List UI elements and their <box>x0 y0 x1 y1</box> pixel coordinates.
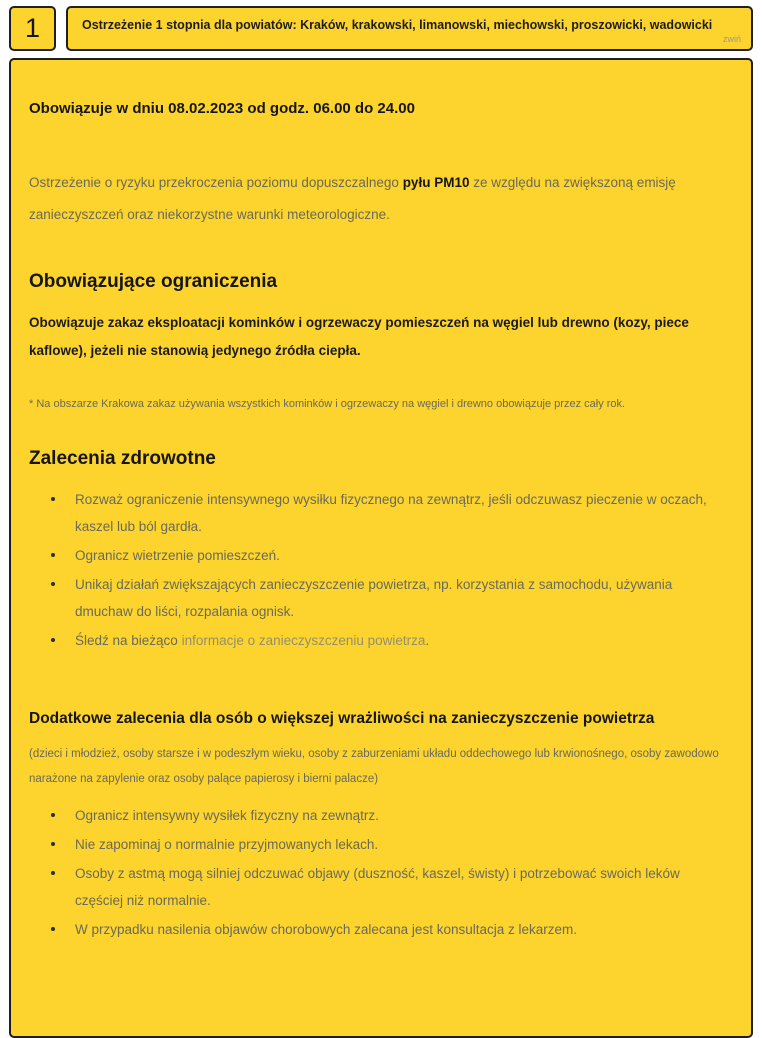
list-item-text: Śledź na bieżąco <box>75 633 182 649</box>
alert-level-number: 1 <box>24 13 41 43</box>
description-text-pre: Ostrzeżenie o ryzyku przekroczenia poziomu dopuszczalnego <box>29 175 403 190</box>
list-item-text: Ogranicz wietrzenie pomieszczeń. <box>75 548 280 564</box>
alert-details-panel <box>9 58 753 1038</box>
list-item <box>27 860 735 914</box>
bullet-icon <box>51 871 55 875</box>
alert-level-badge <box>9 6 56 51</box>
list-item <box>27 831 735 858</box>
bullet-icon <box>51 582 55 586</box>
health-recommendations-heading: Zalecenia zdrowotne <box>29 448 216 470</box>
alert-header <box>0 0 762 51</box>
list-item-text: Rozważ ograniczenie intensywnego wysiłku fizycznego na zewnątrz, jeśli odczuwasz pieczenie w oczach, kaszel lub ból gardła. <box>75 492 707 535</box>
restrictions-footnote: * Na obszarze Krakowa zakaz używania wszystkich kominków i ogrzewaczy na węgiel i drewno obowiązuje przez cały rok. <box>29 398 626 410</box>
list-item <box>27 486 735 540</box>
bullet-icon <box>51 638 55 642</box>
list-item <box>27 542 735 569</box>
list-item-text: . <box>425 633 430 649</box>
list-item <box>27 802 735 829</box>
list-item <box>27 627 735 654</box>
list-item <box>27 916 735 943</box>
description-text-post: ze względu na zwiększoną emisję zanieczyszczeń oraz niekorzystne warunki meteorologiczne. <box>29 175 676 222</box>
alert-banner-title: Ostrzeżenie 1 stopnia dla powiatów: Kraków, krakowski, limanowski, miechowski, proszowicki, wadowicki <box>82 18 713 32</box>
list-item <box>27 571 735 625</box>
bullet-icon <box>51 927 55 931</box>
health-recommendations-list <box>27 486 735 654</box>
list-item-text: Osoby z astmą mogą silniej odczuwać objawy (duszność, kaszel, świsty) i potrzebować swoich leków częściej niż normalnie. <box>75 866 680 909</box>
alert-description <box>29 167 735 231</box>
restrictions-rule: Obowiązuje zakaz eksploatacji kominków i ogrzewaczy pomieszczeń na węgiel lub drewno (kozy, piece kaflowe), jeżeli nie stanowią jedynego źródła ciepła. <box>29 315 689 358</box>
sensitive-groups-subnote: (dzieci i młodzież, osoby starsze i w podeszłym wieku, osoby z zaburzeniami układu oddechowego lub krwionośnego, osoby zawodowo narażone na zapylenie oraz osoby palące papierosy i bierni palacze) <box>29 748 719 786</box>
list-item-text: Unikaj działań zwiększających zanieczyszczenie powietrza, np. korzystania z samochodu, używania dmuchaw do liści, rozpalania ognisk. <box>75 577 673 620</box>
bullet-icon <box>51 842 55 846</box>
air-pollution-info-link[interactable]: informacje o zanieczyszczeniu powietrza <box>181 633 426 649</box>
pollutant-name: pyłu PM10 <box>402 175 470 190</box>
list-item-text: Nie zapominaj o normalnie przyjmowanych lekach. <box>75 837 379 853</box>
bullet-icon <box>51 497 55 501</box>
validity-heading: Obowiązuje w dniu 08.02.2023 od godz. 06.00 do 24.00 <box>29 100 415 117</box>
list-item-text: W przypadku nasilenia objawów chorobowych zalecana jest konsultacja z lekarzem. <box>75 922 577 938</box>
collapse-button[interactable]: zwiń <box>722 34 741 45</box>
list-item-text: Ogranicz intensywny wysiłek fizyczny na zewnątrz. <box>75 808 379 824</box>
alert-banner[interactable] <box>66 6 753 51</box>
sensitive-recommendations-list <box>27 802 735 943</box>
bullet-icon <box>51 813 55 817</box>
restrictions-heading: Obowiązujące ograniczenia <box>29 271 278 292</box>
bullet-icon <box>51 553 55 557</box>
sensitive-groups-heading: Dodatkowe zalecenia dla osób o większej wrażliwości na zanieczyszczenie powietrza <box>29 710 655 728</box>
